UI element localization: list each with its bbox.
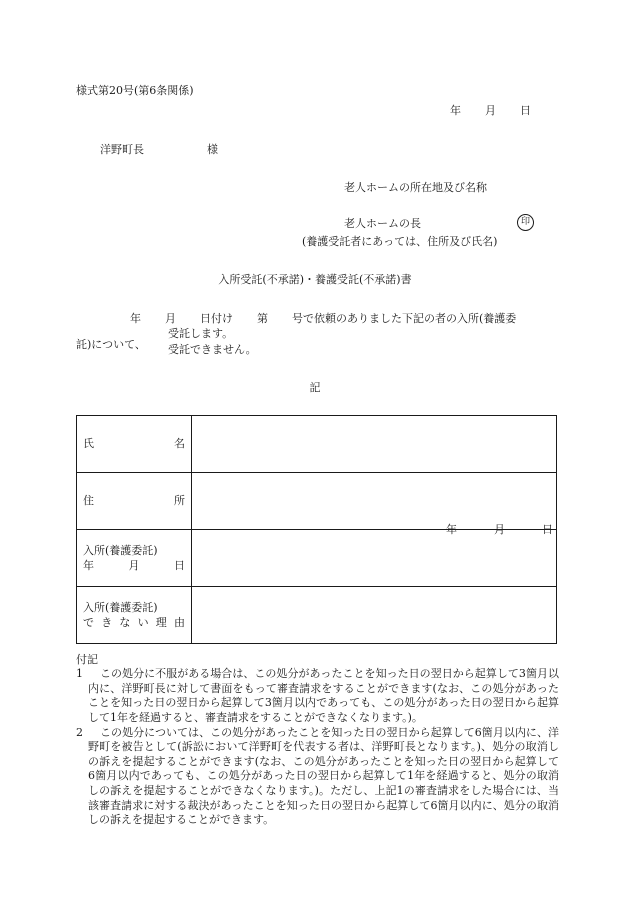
date-day: 日 (520, 104, 531, 117)
notes-heading: 付記 (76, 653, 98, 666)
label-char: な (119, 616, 131, 629)
seal-mark: 印 (517, 214, 534, 231)
notes-section (76, 653, 559, 828)
note-text: この処分に不服がある場合は、この処分があったことを知った日の翌日から起算して3箇月以内に、洋野町長に対して書面をもって審査請求をすることができます(なお、この処分があったことを知った日の翌日から起算して3箇月以内であっても、この処分があった日の翌日から起算して1年を経過すると、審査請求をすることができなくなります。)。 (88, 667, 559, 725)
table-row (77, 530, 557, 587)
reason-label-line1: 入所(養護委託) (83, 601, 158, 614)
admission-date-label-cell (77, 530, 192, 587)
option-accept: 受託します。 (168, 327, 234, 340)
note-text: この処分については、この処分があったことを知った日の翌日から起算して6箇月以内に、洋野町を被告として(訴訟において洋野町を代表する者は、洋野町長となります。)、処分の取消しの訴えを提起することができます(なお、この処分があったことを知った日の翌日から起算して6箇月以内であっても、この処分があった日の翌日から起算して1年を経過すると、処分の取消しの訴えを提起することができなくなります。)。ただし、上記1の審査請求をした場合には、当該審査請求に対する裁決があったことを知った日の翌日から起算して6箇月以内に、処分の取消しの訴えを提起することができます。 (88, 725, 559, 827)
ki-heading: 記 (309, 381, 321, 394)
body-year: 年 (130, 312, 141, 325)
body-rest: 号で依頼のありました下記の者の入所(養護委 (292, 312, 517, 325)
admission-date-value-cell (192, 523, 557, 587)
body-dai: 第 (257, 312, 268, 325)
name-label-cell (77, 416, 192, 473)
form-number: 様式第20号(第6条関係) (76, 84, 194, 97)
label-char: 日 (174, 559, 185, 572)
body-day-dated: 日付け (200, 312, 233, 325)
body-line-1 (130, 312, 516, 326)
note-item (76, 667, 559, 725)
document-title: 入所受託(不承諾)・養護受託(不承諾)書 (218, 273, 412, 286)
sender-head-line: 老人ホームの長 (344, 217, 421, 230)
option-decline: 受託できません。 (168, 343, 257, 356)
note-item (76, 726, 559, 828)
label-char: 住 (83, 493, 94, 507)
label-char: 理 (155, 616, 167, 629)
note-number: 2 (76, 725, 83, 739)
detail-table (76, 415, 557, 644)
label-char: 月 (128, 559, 140, 572)
label-char: 由 (173, 616, 185, 629)
note-number: 1 (76, 667, 83, 681)
admission-date-label-line1: 入所(養護委託) (83, 544, 158, 557)
date-month: 月 (485, 104, 496, 117)
label-char: 氏 (83, 436, 94, 450)
label-char: で (83, 616, 94, 629)
body-line-2: 託)について、 (76, 338, 146, 351)
date-year: 年 (450, 104, 461, 117)
label-char: い (137, 616, 149, 629)
address-value-cell (192, 473, 557, 530)
issue-date (450, 104, 531, 118)
addressee-honorific: 様 (207, 143, 218, 156)
table-row (77, 473, 557, 530)
sender-note: (養護受託者にあっては、住所及び氏名) (302, 235, 498, 248)
table-row (77, 587, 557, 644)
label-char: き (101, 616, 113, 629)
addressee-name: 洋野町長 (100, 143, 144, 156)
admission-day: 日 (542, 523, 553, 536)
name-value-cell (192, 416, 557, 473)
admission-month: 月 (494, 523, 505, 536)
label-char: 所 (174, 493, 185, 507)
label-char: 名 (174, 436, 185, 450)
reason-label-cell (77, 587, 192, 644)
sender-org-line: 老人ホームの所在地及び名称 (344, 181, 487, 194)
body-month: 月 (165, 312, 176, 325)
label-char: 年 (83, 559, 94, 572)
reason-value-cell (192, 587, 557, 644)
table-row (77, 416, 557, 473)
address-label-cell (77, 473, 192, 530)
admission-year: 年 (446, 523, 457, 536)
